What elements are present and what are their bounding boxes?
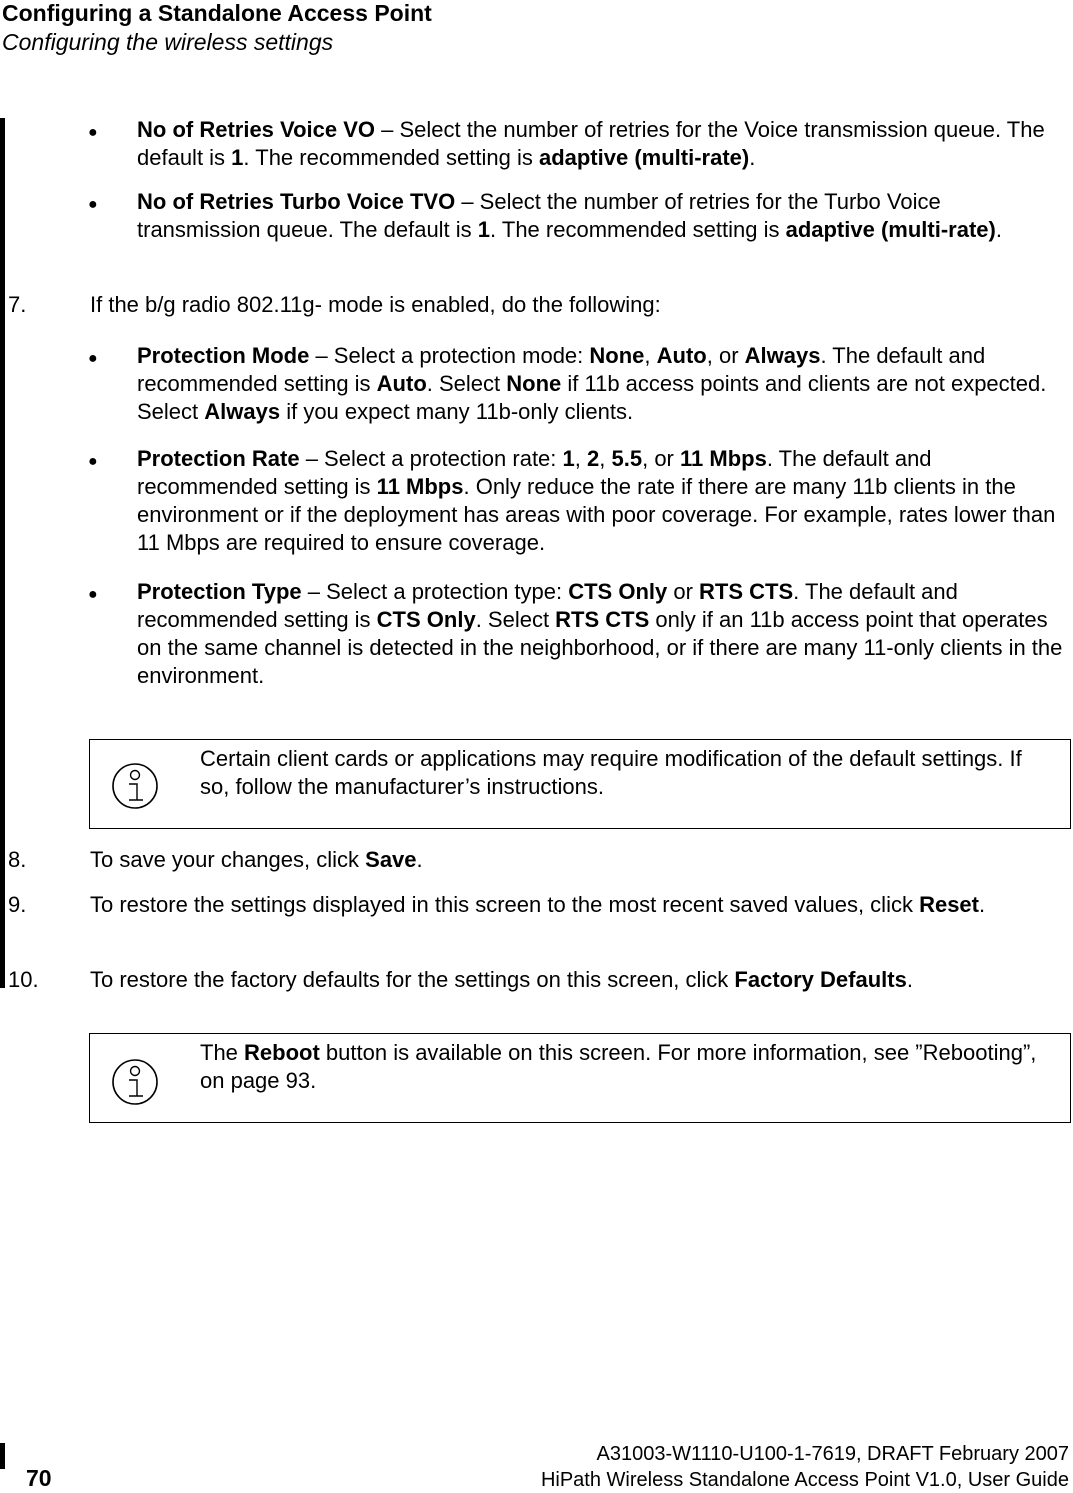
bullet-protection-rate: Protection Rate – Select a protection rate: 1, 2, 5.5, or 11 Mbps. The default and recommended setting is 11 Mbps. Only reduce the rate if there are many 11b clients in the environment or if the deployment has areas with poor coverage. For example, rates lower than 11 Mbps are required to ensure coverage. — [137, 446, 1056, 555]
note-text: Certain client cards or applications may require modification of the default settings. If so, follow the manufacturer’s instructions. — [200, 746, 1022, 799]
step-number: 9. — [8, 892, 27, 917]
info-note-icon — [112, 1056, 158, 1108]
bullet-dot-icon: ● — [88, 196, 98, 213]
step-8-text: To save your changes, click Save. — [90, 847, 423, 872]
chapter-title: Configuring a Standalone Access Point — [2, 0, 432, 26]
footer-info — [541, 1441, 1069, 1493]
step-number: 7. — [8, 292, 27, 317]
bullet-retries-turbo-voice: No of Retries Turbo Voice TVO – Select the number of retries for the Turbo Voice transmission queue. The default is 1. The recommended setting is adaptive (multi-rate). — [137, 189, 1002, 242]
bullet-dot-icon: ● — [88, 453, 98, 470]
change-bar — [0, 1443, 5, 1469]
note-box — [89, 739, 1071, 829]
page-number: 70 — [26, 1465, 52, 1491]
bullet-dot-icon: ● — [88, 350, 98, 367]
change-bar — [0, 118, 5, 988]
step-7-text: If the b/g radio 802.11g- mode is enabled, do the following: — [90, 292, 661, 317]
step-9-text: To restore the settings displayed in this screen to the most recent saved values, click Reset. — [90, 892, 986, 917]
footer-guide-title: HiPath Wireless Standalone Access Point V1.0, User Guide — [540, 1469, 1069, 1491]
note-text: The Reboot button is available on this screen. For more information, see ”Rebooting”, on page 93. — [200, 1040, 1037, 1093]
bullet-dot-icon: ● — [88, 124, 98, 141]
step-number: 8. — [8, 847, 27, 872]
bullet-retries-voice: No of Retries Voice VO – Select the number of retries for the Voice transmission queue. The default is 1. The recommended setting is adaptive (multi-rate). — [137, 117, 1045, 170]
bullet-protection-mode: Protection Mode – Select a protection mode: None, Auto, or Always. The default and recommended setting is Auto. Select None if 11b access points and clients are not expected. Select Always if you expect many 11b-only clients. — [137, 343, 1047, 424]
note-box — [89, 1033, 1071, 1123]
bullet-dot-icon: ● — [88, 586, 98, 603]
footer-doc-id: A31003-W1110-U100-1-7619, DRAFT February 2007 — [596, 1443, 1069, 1465]
bullet-protection-type: Protection Type – Select a protection type: CTS Only or RTS CTS. The default and recommended setting is CTS Only. Select RTS CTS only if an 11b access point that operates on the same channel is detected in the neighborhood, or if there are many 11-only clients in the environment. — [137, 579, 1063, 688]
step-number: 10. — [8, 967, 39, 992]
step-10-text: To restore the factory defaults for the settings on this screen, click Factory Defaults. — [90, 967, 913, 992]
section-subtitle: Configuring the wireless settings — [2, 29, 334, 55]
info-note-icon — [112, 760, 158, 812]
